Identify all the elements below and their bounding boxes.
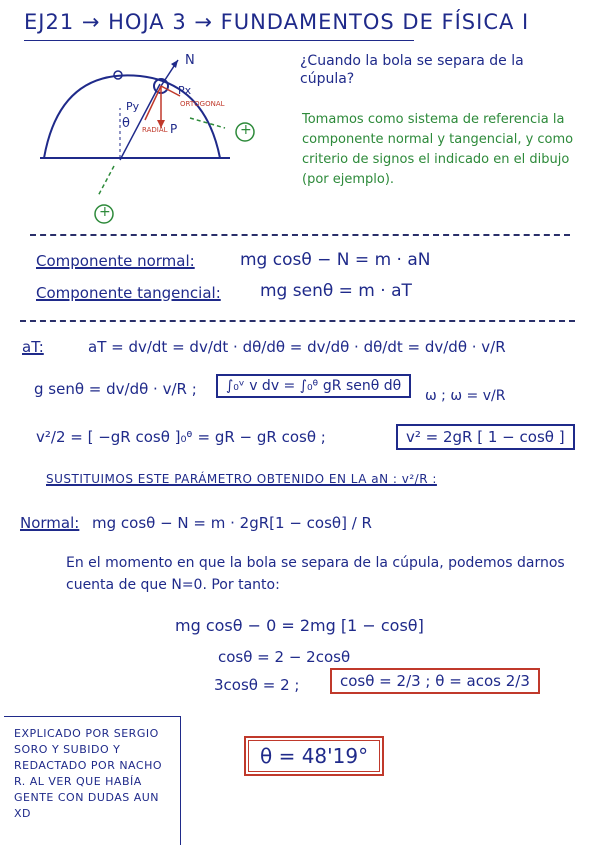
label-px: Px [178, 84, 192, 97]
label-ortogonal: ORTOGONAL [180, 100, 225, 108]
label-theta: θ [122, 116, 130, 131]
tangential-substitution: g senθ = dv/dθ · v/R ; [34, 380, 197, 398]
conclusion-result-box: cosθ = 2/3 ; θ = acos 2/3 [330, 668, 540, 694]
label-n: N [185, 53, 195, 68]
title-underline [24, 40, 414, 41]
conclusion-eq2: cosθ = 2 − 2cosθ [218, 648, 351, 666]
omega-note: ω ; ω = v/R [425, 388, 506, 404]
n-arrowhead [171, 60, 178, 68]
at-derivation: aT = dv/dt = dv/dt · dθ/dθ = dv/dθ · dθ/dt = dv/dθ · v/R [88, 338, 506, 356]
final-answer: θ = 48'19° [244, 736, 384, 776]
sign-arrow-down [98, 166, 114, 196]
integral-box: ∫₀ᵛ v dv = ∫₀ᶿ gR senθ dθ [216, 374, 411, 398]
tangential-component-eq: mg senθ = m · aT [260, 281, 412, 301]
label-plus-right: + [240, 122, 252, 138]
label-plus-down: + [99, 204, 111, 220]
page-title [24, 10, 529, 34]
conclusion-text: En el momento en que la bola se separa de la cúpula, podemos darnos cuenta de que N=0. Por tanto: [66, 555, 565, 593]
divider-2 [20, 320, 575, 322]
substitute-heading: SUSTITUIMOS ESTE PARÁMETRO OBTENIDO EN LA aN : v²/R : [46, 472, 437, 486]
dome-svg [30, 48, 270, 228]
tangential-component-label: Componente tangencial: [36, 284, 221, 302]
divider-1 [30, 234, 570, 236]
velocity-result-box: v² = 2gR [ 1 − cosθ ] [396, 424, 575, 450]
question-text: ¿Cuando la bola se separa de la cúpula? [300, 53, 524, 87]
intro-text: Tomamos como sistema de referencia la componente normal y tangencial, y como criterio de signos el indicado en el dibujo (por ejemplo). [302, 112, 574, 187]
at-label: aT: [22, 338, 44, 356]
dome-diagram [30, 48, 270, 228]
dome-arc [44, 75, 220, 158]
label-radial: RADIAL [142, 126, 168, 134]
title-text: EJ21 → HOJA 3 → FUNDAMENTOS DE FÍSICA I [24, 10, 530, 34]
conclusion-eq3: 3cosθ = 2 ; [214, 676, 300, 694]
normal-sub-label: Normal: [20, 514, 80, 532]
conclusion-eq1: mg cosθ − 0 = 2mg [1 − cosθ] [175, 616, 424, 635]
normal-component-eq: mg cosθ − N = m · aN [240, 250, 431, 270]
label-py: Py [126, 100, 140, 113]
label-p: P [170, 122, 178, 136]
credits-text: EXPLICADO POR SERGIO SORO Y SUBIDO Y REDACTADO POR NACHO R. AL VER QUE HABÍA GENTE CON DUDAS AUN XD [14, 727, 162, 820]
normal-component-label: Componente normal: [36, 252, 195, 270]
velocity-integration: v²/2 = [ −gR cosθ ]₀ᶿ = gR − gR cosθ ; [36, 428, 326, 446]
py-vector [145, 86, 161, 120]
normal-sub-eq: mg cosθ − N = m · 2gR[1 − cosθ] / R [92, 514, 372, 532]
